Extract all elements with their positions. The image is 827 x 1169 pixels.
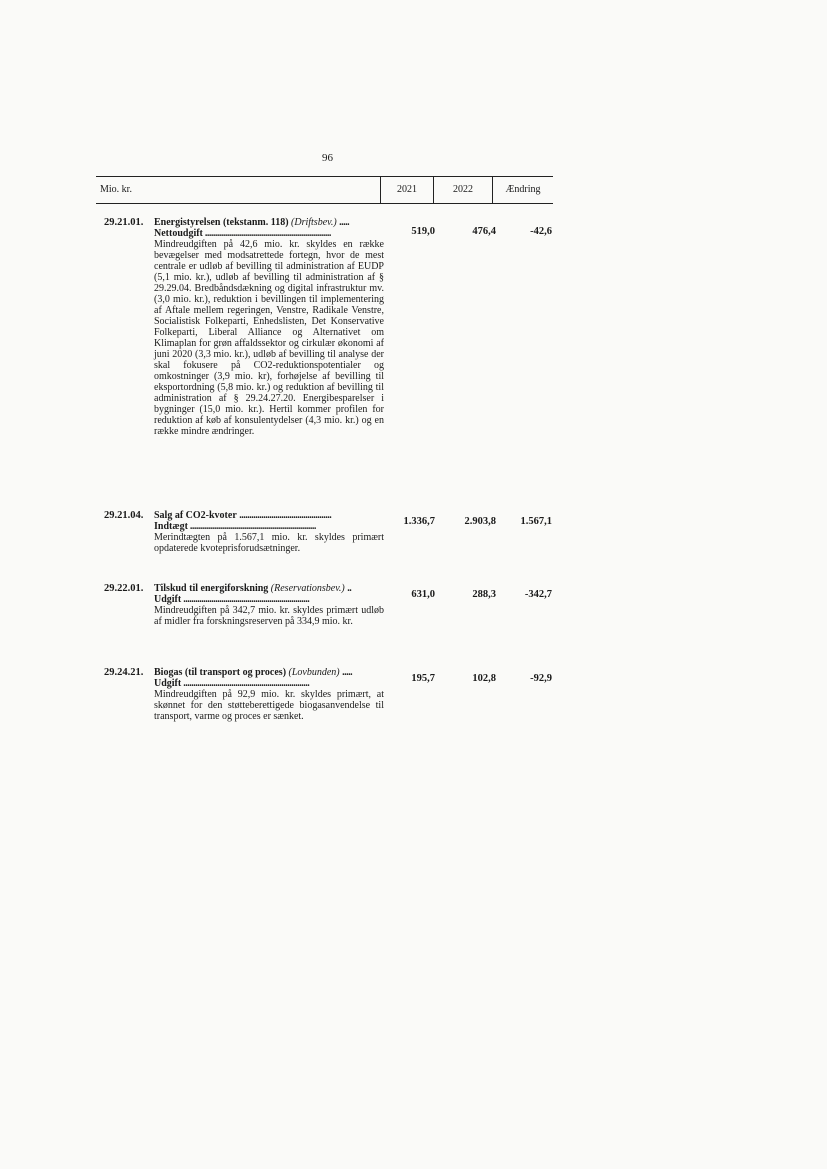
entry-title-line xyxy=(154,583,384,594)
entry-content xyxy=(154,510,384,554)
entry-subtitle: Nettoudgift xyxy=(154,228,203,239)
entry-subtitle-line xyxy=(154,228,384,239)
entry-content xyxy=(154,667,384,722)
account-code: 29.21.01. xyxy=(104,217,144,228)
entry-subtitle-line xyxy=(154,521,384,532)
value-2022: 288,3 xyxy=(472,589,496,600)
value-2022: 2.903,8 xyxy=(464,516,496,527)
entry-type: (Driftsbev.) xyxy=(291,217,337,228)
header-year-2021: 2021 xyxy=(397,184,417,195)
value-change: -42,6 xyxy=(530,226,552,237)
dot-leader: ............................................................... xyxy=(202,228,331,239)
page-number: 96 xyxy=(322,152,333,164)
value-change: -342,7 xyxy=(524,589,552,600)
dot-leader: .............................................. xyxy=(239,510,332,521)
entry-subtitle-line xyxy=(154,678,384,689)
value-2021: 519,0 xyxy=(411,226,435,237)
header-unit: Mio. kr. xyxy=(100,184,132,195)
entry-content xyxy=(154,583,384,627)
value-2022: 476,4 xyxy=(472,226,496,237)
header-year-2022: 2022 xyxy=(453,184,473,195)
entry-subtitle: Udgift xyxy=(154,594,182,605)
entry-title: Energistyrelsen (tekstanm. 118) xyxy=(154,217,289,228)
entry-title-line xyxy=(154,667,384,678)
table-header xyxy=(96,176,553,204)
entry-description: Merindtægten på 1.567,1 mio. kr. skyldes primært opdaterede kvoteprisforudsætninger. xyxy=(154,532,384,554)
entry-subtitle-line xyxy=(154,594,384,605)
entry-subtitle: Udgift xyxy=(154,678,182,689)
dot-leader: ............................................................... xyxy=(187,521,316,532)
entry-subtitle: Indtægt xyxy=(154,521,188,532)
value-2021: 195,7 xyxy=(411,673,435,684)
value-change: 1.567,1 xyxy=(520,516,552,527)
entry-description: Mindreudgiften på 342,7 mio. kr. skyldes primært udløb af midler fra forskningsreserven på 334,9 mio. kr. xyxy=(154,605,384,627)
entry-title: Salg af CO2-kvoter xyxy=(154,510,237,521)
entry-title-line xyxy=(154,217,384,228)
entry-type: (Reservationsbev.) xyxy=(270,583,345,594)
entry-content xyxy=(154,217,384,437)
value-2022: 102,8 xyxy=(472,673,496,684)
dot-leader: ............................................................... xyxy=(181,678,310,689)
account-code: 29.24.21. xyxy=(104,667,144,678)
entry-title-line xyxy=(154,510,384,521)
entry-title: Tilskud til energiforskning xyxy=(154,583,269,594)
header-change: Ændring xyxy=(505,184,541,195)
dot-leader: ..... xyxy=(342,667,353,678)
entry-type: (Lovbunden) xyxy=(288,667,340,678)
value-change: -92,9 xyxy=(530,673,552,684)
dot-leader: .. xyxy=(347,583,352,594)
dot-leader: ............................................................... xyxy=(181,594,310,605)
entry-description: Mindreudgiften på 92,9 mio. kr. skyldes primært, at skønnet for den støtteberettigede biogasanvendelse til transport, varme og proces er sænket. xyxy=(154,689,384,722)
entry-title: Biogas (til transport og proces) xyxy=(154,667,287,678)
account-code: 29.21.04. xyxy=(104,510,144,521)
account-code: 29.22.01. xyxy=(104,583,144,594)
dot-leader: ..... xyxy=(339,217,350,228)
value-2021: 631,0 xyxy=(411,589,435,600)
entry-description: Mindreudgiften på 42,6 mio. kr. skyldes en række bevægelser med modsatrettede fortegn, hvor de mest centrale er udløb af bevilling til administration af EUDP (5,1 mio. kr.), udløb af bevilling til administration af § 29.29.04. Bredbåndsdækning og digital infrastruktur mv. (3,0 mio. kr.), reduktion i bevillingen til implementering af Aftale mellem regeringen, Venstre, Radikale Venstre, Socialistisk Folkeparti, Enhedslisten, Det Konservative Folkeparti, Liberal Alliance og Alternativet om Klimaplan for grøn affaldssektor og cirkulær økonomi af juni 2020 (3,3 mio. kr.), udløb af bevilling til analyse der skal fokusere på CO2-reduktionspotentialer og omkostninger (3,9 mio. kr), forhøjelse af bevilling til eksportordning (5,8 mio. kr.) og reduktion af bevilling til administration af § 29.24.27.20. Energibesparelser i bygninger (15,0 mio. kr.). Hertil kommer profilen for reduktion af køb af konsulentydelser (4,3 mio. kr.) og en række mindre ændringer. xyxy=(154,239,384,437)
value-2021: 1.336,7 xyxy=(403,516,435,527)
